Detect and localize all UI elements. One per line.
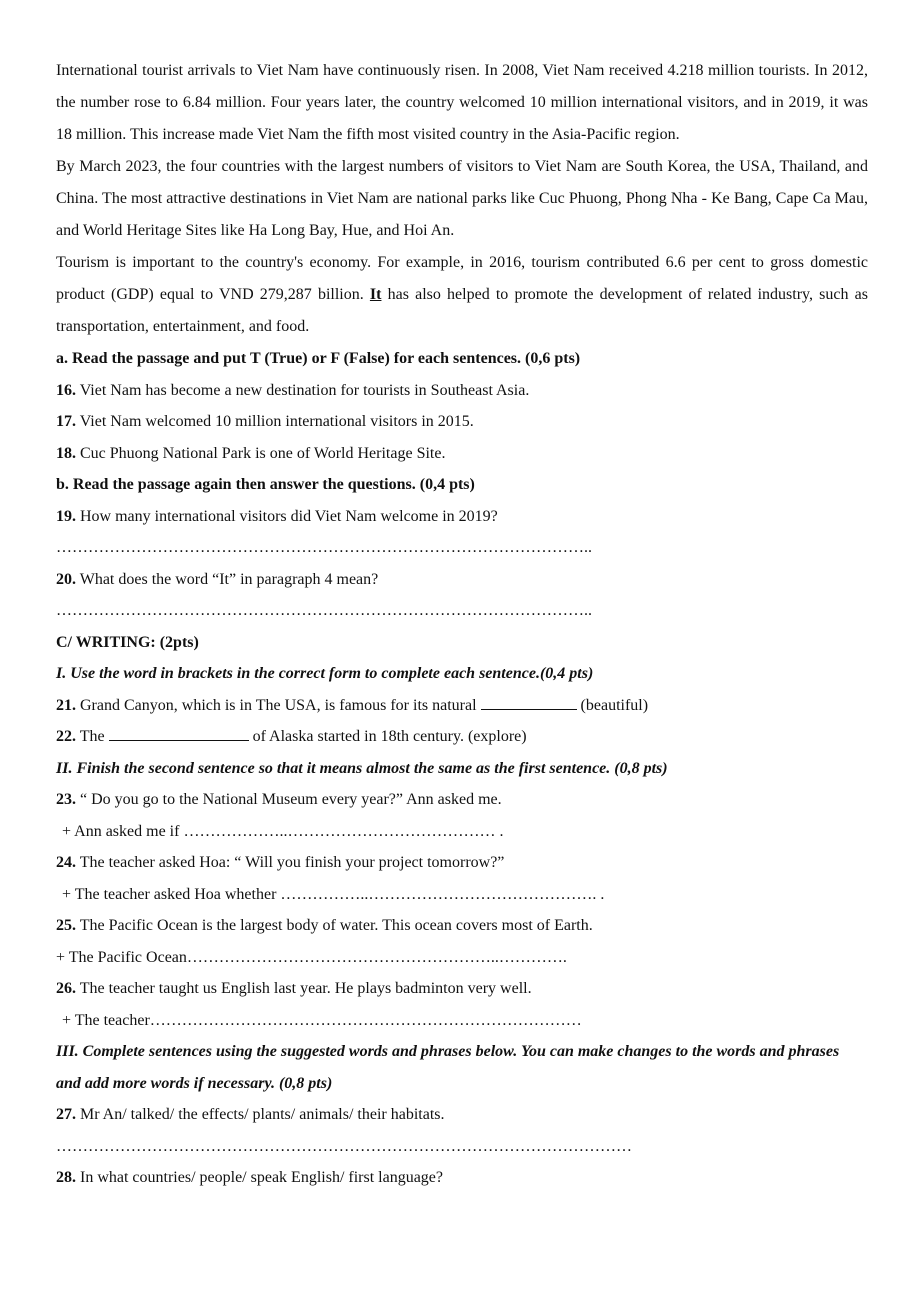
reading-a-heading: a. Read the passage and put T (True) or F (False) for each sentences. (0,6 pts): [56, 350, 581, 367]
question-number: 23.: [56, 791, 76, 808]
question-text: What does the word “It” in paragraph 4 mean?: [76, 570, 379, 588]
question-number: 19.: [56, 507, 76, 525]
question-text: The teacher taught us English last year. He plays badminton very well.: [76, 980, 532, 997]
question-23: [56, 784, 868, 816]
answer-line-25[interactable]: + The Pacific Ocean…………………………………………………..………….: [56, 948, 567, 966]
passage-p3-after: has also helped to promote the development of related industry, such as transportation, entertainment, and food.: [56, 286, 868, 335]
question-22: [56, 721, 868, 753]
question-number: 17.: [56, 413, 76, 430]
question-text: The Pacific Ocean is the largest body of water. This ocean covers most of Earth.: [76, 917, 593, 934]
question-24: [56, 847, 868, 879]
answer-line-26[interactable]: + The teacher………………………………………………………………………: [62, 1011, 582, 1029]
passage-p3-before: Tourism is important to the country's economy. For example, in 2016, tourism contributed 6.6 per cent to gross domestic product (GDP) equal to VND 279,287 billion.: [56, 254, 868, 303]
question-number: 22.: [56, 728, 76, 745]
question-number: 25.: [56, 917, 76, 934]
question-26: [56, 973, 868, 1005]
writing-part1-instruction: I. Use the word in brackets in the correct form to complete each sentence.(0,4 pts): [56, 665, 594, 682]
question-28: [56, 1162, 868, 1194]
passage-paragraph-1: International tourist arrivals to Viet Nam have continuously risen. In 2008, Viet Nam received 4.218 million tourists. In 2012, the number rose to 6.84 million. Four years later, the country welcomed 10 million international visitors, and in 2019, it was 18 million. This increase made Viet Nam the fifth most visited country in the Asia-Pacific region.: [56, 62, 868, 143]
fill-blank-21[interactable]: [481, 695, 577, 710]
question-number: 28.: [56, 1169, 76, 1186]
question-16: [56, 375, 868, 407]
underlined-word-it: It: [369, 286, 382, 303]
question-text: The teacher asked Hoa: “ Will you finish your project tomorrow?”: [76, 854, 505, 871]
question-number: 26.: [56, 980, 76, 997]
question-number: 27.: [56, 1106, 76, 1123]
answer-line-23[interactable]: + Ann asked me if ………………..………………………………… .: [62, 822, 504, 840]
question-25: [56, 910, 868, 942]
fill-blank-22[interactable]: [109, 726, 249, 741]
answer-line-20[interactable]: ………………………………………………………………………………………..: [56, 602, 592, 619]
question-text-after: (beautiful): [576, 696, 649, 714]
writing-part3-instruction: III. Complete sentences using the suggested words and phrases below. You can make changes to the words and phrases and add more words if necessary. (0,8 pts): [56, 1043, 840, 1092]
question-text: Mr An/ talked/ the effects/ plants/ animals/ their habitats.: [76, 1106, 445, 1123]
answer-line-24[interactable]: + The teacher asked Hoa whether ……………..……………………………………. .: [62, 885, 605, 903]
passage-paragraph-2: By March 2023, the four countries with the largest numbers of visitors to Viet Nam are South Korea, the USA, Thailand, and China. The most attractive destinations in Viet Nam are national parks like Cuc Phuong, Phong Nha - Ke Bang, Cape Ca Mau, and World Heritage Sites like Ha Long Bay, Hue, and Hoi An.: [56, 158, 868, 239]
question-number: 24.: [56, 854, 76, 871]
question-number: 20.: [56, 570, 76, 588]
question-21: [56, 690, 868, 722]
question-27: [56, 1099, 868, 1131]
question-text-before: The: [76, 728, 109, 745]
reading-b-heading: b. Read the passage again then answer the questions. (0,4 pts): [56, 476, 475, 493]
answer-line-19[interactable]: ………………………………………………………………………………………..: [56, 539, 592, 556]
question-20: [56, 564, 868, 596]
question-text: Viet Nam has become a new destination for tourists in Southeast Asia.: [76, 381, 530, 399]
question-text: Viet Nam welcomed 10 million international visitors in 2015.: [76, 413, 474, 430]
question-text: Cuc Phuong National Park is one of World Heritage Site.: [76, 444, 446, 462]
writing-part2-instruction: II. Finish the second sentence so that it means almost the same as the first sentence. (0,8 pts): [56, 759, 668, 777]
question-text: How many international visitors did Viet Nam welcome in 2019?: [76, 507, 498, 525]
question-text: In what countries/ people/ speak English/ first language?: [76, 1169, 444, 1186]
worksheet-page: [56, 55, 868, 1194]
question-number: 21.: [56, 696, 76, 714]
answer-line-27[interactable]: ………………………………………………………………………………………………: [56, 1137, 632, 1155]
question-17: [56, 406, 868, 438]
question-number: 18.: [56, 444, 76, 462]
question-text-before: Grand Canyon, which is in The USA, is famous for its natural: [76, 696, 481, 714]
question-number: 16.: [56, 381, 76, 399]
writing-heading: C/ WRITING: (2pts): [56, 633, 199, 651]
question-18: [56, 438, 868, 470]
question-text: “ Do you go to the National Museum every year?” Ann asked me.: [76, 791, 502, 808]
passage-paragraph-3: [56, 247, 868, 343]
question-text-after: of Alaska started in 18th century. (explore): [248, 728, 527, 745]
question-19: [56, 501, 868, 533]
